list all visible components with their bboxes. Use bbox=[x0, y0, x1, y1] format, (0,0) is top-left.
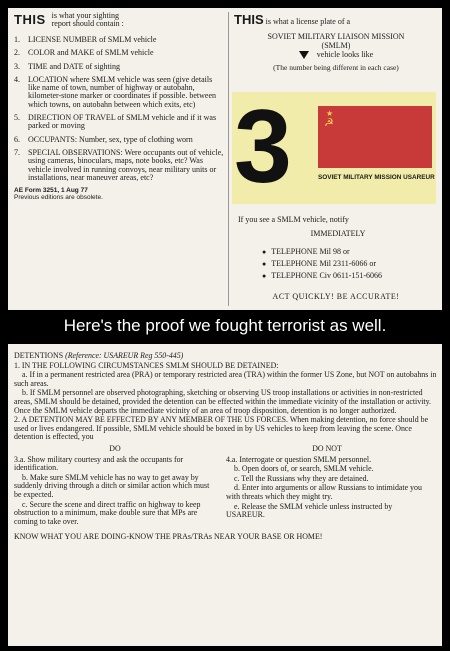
mission-name: SOVIET MILITARY LIAISON MISSION (SMLM) bbox=[267, 32, 405, 50]
do-item: 3.a. Show military courtesy and ask the occupants for identification. bbox=[14, 454, 184, 473]
section1-a: a. If in a permanent restricted area (PRA) or temporary restricted area (TRA) within the former US Zone, but NOT on autobahns in such areas. bbox=[14, 370, 437, 388]
section1-heading: 1. IN THE FOLLOWING CIRCUMSTANCES SMLM SHOULD BE DETAINED: bbox=[14, 360, 279, 370]
do-column bbox=[14, 445, 226, 527]
sighting-item: 1. LICENSE NUMBER of SMLM vehicle bbox=[14, 35, 157, 44]
telephone-list bbox=[262, 246, 382, 282]
act-quickly: ACT QUICKLY! BE ACCURATE! bbox=[272, 292, 400, 301]
hammer-sickle-icon: ☭ bbox=[324, 117, 334, 129]
telephone-item: ● TELEPHONE Mil 98 or bbox=[262, 246, 382, 258]
do-dont-columns bbox=[14, 445, 438, 527]
immediately: IMMEDIATELY bbox=[310, 229, 366, 238]
plate-heading: THIS is what a license plate of a bbox=[234, 12, 351, 27]
detentions-content bbox=[14, 352, 438, 542]
dont-item: e. Release the SMLM vehicle unless instructed by USAREUR. bbox=[226, 501, 393, 520]
sighting-heading bbox=[14, 12, 224, 28]
sighting-item: 3. TIME and DATE of sighting bbox=[14, 61, 120, 71]
license-plate-panel bbox=[234, 12, 438, 72]
sighting-item: 7. SPECIAL OBSERVATIONS: Were occupants out of vehicle, using cameras, binoculars, maps, note books, etc? Was vehicle involved in running convoys, near military units or installations, near maneuver areas, etc? bbox=[14, 147, 224, 182]
detentions-title: DETENTIONS (Reference: USAREUR Reg 550-445) bbox=[14, 351, 184, 360]
heading-rest: is what your sighting report should contain : bbox=[51, 11, 124, 28]
dont-item: c. Tell the Russians why they are detained. bbox=[234, 473, 369, 483]
license-plate-image bbox=[232, 89, 436, 205]
dont-item: b. Open doors of, or search, SMLM vehicle. bbox=[234, 464, 374, 474]
dont-item: 4.a. Interrogate or question SMLM personnel. bbox=[226, 454, 372, 464]
caption: Here's the proof we fought terrorist as well. bbox=[63, 316, 387, 335]
section1-b: b. If SMLM personnel are observed photographing, sketching or observing US troop installations or activities in non-restricted areas, SMLM should be detained, provided the detention can be effected within the immediate vicinity of the installation or activity. Once the SMLM vehicle departs the immediate vicinity of an area of troop disposition, detention is no longer authorized. bbox=[14, 388, 431, 415]
star-icon: ★ bbox=[326, 109, 334, 118]
plate-number: 3 bbox=[234, 89, 292, 205]
card-divider bbox=[228, 12, 229, 306]
telephone-item: ● TELEPHONE Civ 0611-151-6066 bbox=[262, 270, 382, 282]
arrow-down-icon bbox=[299, 51, 309, 59]
dont-column bbox=[226, 445, 438, 527]
sighting-item: 5. DIRECTION OF TRAVEL of SMLM vehicle and if it was parked or moving bbox=[14, 113, 217, 131]
number-note: (The number being different in each case) bbox=[273, 63, 399, 72]
final-warning: KNOW WHAT YOU ARE DOING-KNOW THE PRAs/TRAs NEAR YOUR BASE OR HOME! bbox=[14, 532, 323, 542]
sighting-item: 4. LOCATION where SMLM vehicle was seen (give details like name of town, number of highway or autobahn, kilometer-stone marker or coordinates if possible. between which towns, on autobahn between which exits, etc) bbox=[14, 74, 216, 109]
do-heading: DO bbox=[109, 443, 121, 453]
do-item: b. Make sure SMLM vehicle has no way to get away by suddenly driving through a ditch or similar action which must be expected. bbox=[14, 472, 210, 499]
previous-editions: Previous editions are obsolete. bbox=[14, 194, 103, 202]
sighting-item: 6. OCCUPANTS: Number, sex, type of clothing worn bbox=[14, 134, 193, 144]
detentions-card bbox=[8, 344, 442, 646]
vehicle-looks-row: vehicle looks like bbox=[234, 50, 438, 59]
soviet-flag-icon bbox=[318, 106, 432, 168]
heading-this: THIS bbox=[14, 12, 46, 27]
dont-heading: DO NOT bbox=[312, 443, 342, 453]
sighting-items bbox=[14, 36, 224, 182]
notify-block: If you see a SMLM vehicle, notify IMMEDIATELY bbox=[238, 215, 438, 239]
plate-text: SOVIET MILITARY MISSION USAREUR bbox=[318, 174, 435, 181]
do-item: c. Secure the scene and direct traffic on highway to keep obstruction to a minimum, make double sure that MPs are coming to take over. bbox=[14, 499, 201, 526]
section2: 2. A DETENTION MAY BE EFFECTED BY ANY MEMBER OF THE US FORCES. When making detention, no force should be used or lives endangered. If possible, SMLM vehicle should be boxed in by US vehicles to keep from leaving the scene. Once detention is effected, you bbox=[14, 415, 429, 442]
sighting-item: 2. COLOR and MAKE of SMLM vehicle bbox=[14, 48, 154, 58]
telephone-item: ● TELEPHONE Mil 2311-6066 or bbox=[262, 258, 382, 270]
sighting-report-panel bbox=[14, 12, 224, 201]
dont-item: d. Enter into arguments or allow Russians to intimidate you with threats which they might try. bbox=[226, 483, 422, 501]
form-number: AE Form 3251, 1 Aug 77 bbox=[14, 187, 88, 195]
sighting-card bbox=[8, 8, 442, 310]
